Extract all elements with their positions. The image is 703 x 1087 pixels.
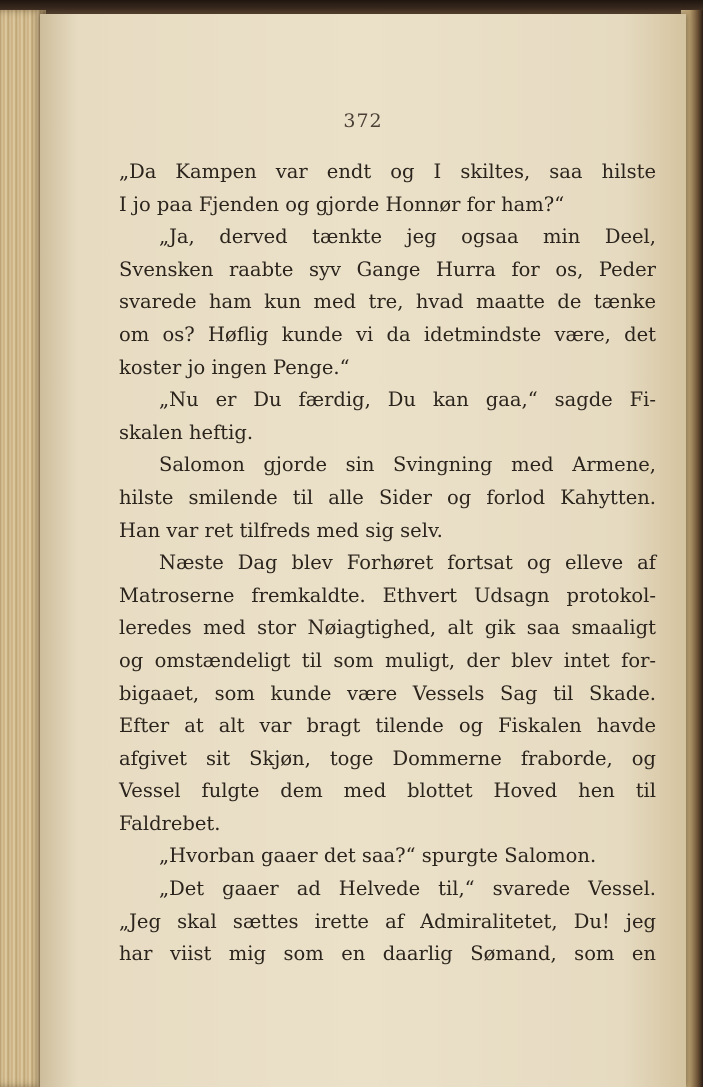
page-number: 372 <box>343 110 383 132</box>
text-line: I jo paa Fjenden og gjorde Honnør for ham?“ <box>119 192 565 216</box>
text-line: Matroserne fremkaldte. Ethvert Udsagn protokol- <box>119 583 656 607</box>
text-line: „Da Kampen var endt og I skiltes, saa hilste <box>119 160 656 183</box>
text-line: Svensken raabte syv Gange Hurra for os, Peder <box>119 257 656 281</box>
text-line: Faldrebet. <box>119 811 221 835</box>
text-line: Næste Dag blev Forhøret fortsat og elleve af <box>159 551 656 575</box>
text-line: skalen heftig. <box>119 420 254 444</box>
text-line: koster jo ingen Penge.“ <box>119 355 350 379</box>
text-line: „Ja, derved tænkte jeg ogsaa min Deel, <box>159 225 656 249</box>
text-line: Salomon gjorde sin Svingning med Armene, <box>159 453 656 477</box>
text-line: „Nu er Du færdig, Du kan gaa,“ sagde Fi- <box>159 388 656 412</box>
text-line: bigaaet, som kunde være Vessels Sag til Skade. <box>119 681 656 705</box>
text-line: leredes med stor Nøiagtighed, alt gik saa smaaligt <box>119 616 656 640</box>
text-line: „Hvorban gaaer det saa?“ spurgte Salomon. <box>159 844 597 868</box>
text-line: om os? Høflig kunde vi da idetmindste være, det <box>119 322 656 346</box>
text-line: „Det gaaer ad Helvede til,“ svarede Vessel. <box>159 877 656 901</box>
text-line: hilste smilende til alle Sider og forlod Kahytten. <box>119 485 656 509</box>
text-line: svarede ham kun med tre, hvad maatte de tænke <box>119 290 656 314</box>
text-line: Han var ret tilfreds med sig selv. <box>119 518 443 542</box>
text-line: Efter at alt var bragt tilende og Fiskalen havde <box>119 714 656 738</box>
text-line: afgivet sit Skjøn, toge Dommerne fraborde, og <box>119 746 656 770</box>
text-line: Vessel fulgte dem med blottet Hoved hen til <box>119 779 656 803</box>
text-line: har viist mig som en daarlig Sømand, som en <box>119 942 656 966</box>
body-text <box>119 156 656 971</box>
text-line: „Jeg skal sættes irette af Admiralitetet, Du! jeg <box>119 909 656 933</box>
text-line: og omstændeligt til som muligt, der blev intet for- <box>119 648 656 672</box>
